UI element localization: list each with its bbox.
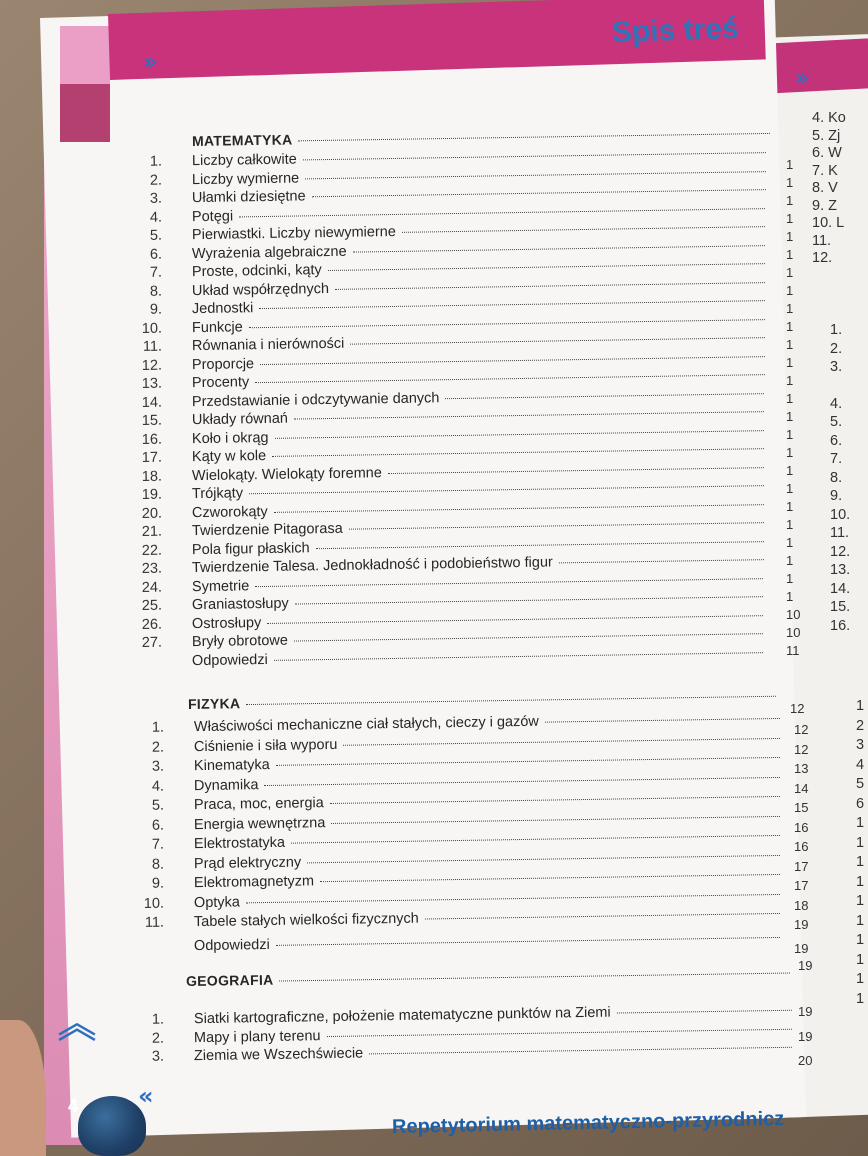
entry-label: Odpowiedzi (191, 651, 268, 669)
entry-label: Ułamki dziesiętne (191, 188, 306, 207)
page-ref: 1 (786, 463, 794, 478)
entry-label: Kąty w kole (191, 447, 267, 466)
dot-leader (298, 132, 769, 141)
next-page-entry: 1 (856, 873, 865, 890)
entry-label: Funkcje (191, 318, 243, 336)
entry-label: Prąd elektryczny (193, 853, 302, 872)
entry-label: Praca, moc, energia (193, 795, 324, 814)
entry-number: 23. (141, 560, 163, 577)
entry-label: Ziemia we Wszechświecie (193, 1045, 364, 1065)
entry-label: Odpowiedzi (193, 936, 270, 954)
next-page-entry: 9. Z (812, 197, 837, 214)
next-page-entry: 4 (856, 756, 865, 773)
page-ref: 16 (794, 839, 809, 854)
entry-label: Przedstawianie i odczytywanie danych (191, 389, 440, 410)
dot-leader (291, 834, 780, 844)
page-ref: 1 (786, 535, 794, 550)
entry-label: Ostrosłupy (191, 614, 262, 632)
next-page-entry: 12. (812, 250, 833, 266)
page-ref: 1 (786, 229, 794, 244)
next-page-entry: 1 (856, 854, 865, 870)
next-page-entry: 7. K (812, 162, 838, 179)
next-page-entry: 8. V (812, 180, 838, 196)
entry-number: 25. (141, 597, 163, 614)
entry-label: Proporcje (191, 355, 255, 373)
page-ref: 12 (790, 701, 805, 716)
page-ref: 20 (798, 1053, 813, 1068)
next-page-entry: 1 (856, 971, 865, 987)
entry-label: Graniastosłupy (191, 595, 289, 614)
entry-label: Potęgi (191, 208, 234, 225)
page-ref: 1 (786, 355, 794, 370)
entry-label: Ciśnienie i siła wyporu (193, 736, 338, 755)
dot-leader (307, 854, 780, 863)
entry-number: 14. (141, 394, 163, 411)
entry-number: 1. (151, 1011, 165, 1028)
entry-number: 24. (141, 579, 163, 596)
next-page-entry: 10. L (812, 215, 845, 231)
dot-leader (264, 776, 779, 786)
page-ref: 1 (786, 175, 794, 190)
entry-number: 17. (141, 449, 163, 466)
entry-label: Twierdzenie Talesa. Jednokładność i podobieństwo figur (191, 554, 553, 577)
dot-leader (343, 737, 779, 746)
entry-label: Równania i nierówności (191, 335, 345, 355)
dot-leader (320, 873, 780, 882)
page-ref: 1 (786, 517, 794, 532)
page-ref: 1 (786, 193, 794, 208)
page-ref: 12 (794, 741, 809, 757)
dot-leader (279, 972, 789, 982)
page-ref: 15 (794, 800, 809, 815)
entry-number: 1. (151, 719, 165, 736)
entry-number: 20. (141, 505, 163, 522)
page-title: Spis treś (611, 11, 740, 50)
entry-number: 10. (141, 320, 163, 337)
page-ref: 1 (786, 553, 794, 568)
entry-label: Jednostki (191, 300, 254, 318)
page-ref: 1 (786, 373, 794, 388)
page-ref: 1 (786, 499, 794, 514)
entry-number: 8. (151, 856, 165, 873)
entry-number: 3. (149, 190, 163, 207)
dot-leader (255, 577, 763, 587)
entry-number: 21. (141, 523, 163, 540)
entry-number: 6. (151, 817, 165, 834)
dot-leader (272, 447, 764, 457)
entry-number: 27. (141, 634, 163, 651)
entry-number: 16. (141, 431, 163, 448)
chevron-right-icon: » (795, 66, 810, 91)
heading-label: FIZYKA (187, 695, 241, 712)
corner-square-light (60, 26, 110, 84)
dot-leader (316, 540, 764, 549)
dot-leader (303, 151, 766, 160)
next-page-entry: 16. (830, 617, 851, 634)
page-ref: 1 (786, 283, 794, 298)
dot-leader (274, 503, 764, 513)
page-ref: 19 (794, 940, 809, 956)
dot-leader (559, 558, 764, 563)
entry-label: Elektrostatyka (193, 834, 286, 853)
dot-leader (402, 225, 765, 233)
next-page-entry: 10. (830, 506, 851, 523)
dot-leader (294, 632, 763, 641)
entry-number: 2. (149, 172, 163, 189)
corner-square-dark (60, 84, 110, 142)
next-page-entry: 2. (830, 340, 843, 357)
page-ref: 1 (786, 157, 794, 172)
next-page-entry: 6 (856, 795, 865, 812)
dot-leader (328, 262, 765, 271)
dot-leader (312, 188, 766, 197)
page-ref: 1 (786, 427, 794, 442)
page-ref: 1 (786, 247, 794, 262)
next-page-entry: 1 (856, 951, 865, 968)
dot-leader (330, 795, 780, 804)
next-page-entry: 5. (830, 414, 843, 430)
entry-label: Właściwości mechaniczne ciał stałych, cieczy i gazów (193, 713, 539, 736)
entry-number: 2. (151, 739, 165, 756)
entry-number: 22. (141, 542, 163, 559)
next-page-entry: 14. (830, 580, 851, 597)
page-ref: 1 (786, 571, 794, 586)
next-page-entry: 9. (830, 488, 843, 504)
page-ref: 10 (786, 607, 801, 622)
entry-label: Liczby wymierne (191, 169, 300, 188)
dot-leader (294, 410, 764, 419)
dot-leader (239, 207, 765, 217)
entry-number: 9. (149, 301, 163, 318)
next-page-entry: 1. (830, 322, 843, 338)
dot-leader (259, 299, 765, 309)
entry-number: 6. (149, 246, 163, 263)
dot-leader (305, 170, 765, 179)
page-ref: 14 (794, 780, 809, 796)
dot-leader (388, 466, 764, 474)
heading-label: GEOGRAFIA (185, 971, 274, 989)
chevron-up-icon: ︽ (58, 1002, 97, 1046)
next-page-entry: 3 (856, 737, 865, 753)
dot-leader (276, 756, 780, 766)
entry-label: Bryły obrotowe (191, 632, 289, 651)
page-ref: 16 (794, 819, 809, 835)
next-page-entry: 4. (830, 395, 843, 412)
page-ref: 1 (786, 409, 794, 424)
page-ref: 1 (786, 337, 794, 352)
page-ref: 1 (786, 265, 794, 280)
chevron-left-icon: « (138, 1082, 154, 1110)
next-page-entry: 13. (830, 562, 851, 578)
page-ref: 10 (786, 625, 801, 640)
dot-leader (246, 695, 775, 705)
page-ref: 1 (786, 301, 794, 316)
entry-number: 11. (142, 338, 163, 355)
dot-leader (349, 521, 764, 530)
entry-number: 5. (151, 797, 165, 814)
next-page-entry: 15. (830, 599, 851, 615)
entry-number: 5. (149, 227, 163, 244)
next-page-entry: 7. (830, 451, 843, 467)
dot-leader (445, 392, 764, 399)
entry-label: Koło i okrąg (191, 429, 269, 447)
entry-number: 26. (141, 616, 163, 633)
entry-number: 4. (151, 778, 165, 795)
dot-leader (295, 595, 764, 604)
next-page-entry: 1 (856, 912, 865, 929)
page-ref: 11 (786, 643, 800, 658)
dot-leader (425, 912, 780, 920)
entry-number: 7. (151, 836, 165, 853)
entry-label: Kinematyka (193, 756, 270, 775)
dot-leader (267, 614, 763, 624)
entry-label: Dynamika (193, 776, 259, 794)
next-page-entry: 11. (812, 232, 832, 249)
next-page-entry: 8. (830, 469, 843, 486)
entry-number: 10. (143, 895, 165, 912)
page-ref: 1 (786, 481, 794, 496)
entry-label: Optyka (193, 893, 241, 911)
entry-label: Proste, odcinki, kąty (191, 262, 322, 281)
entry-label: Wielokąty. Wielokąty foremne (191, 464, 383, 484)
entry-label: Pola figur płaskich (191, 539, 310, 558)
page-ref: 12 (794, 722, 809, 737)
entry-number: 15. (141, 412, 163, 429)
entry-number: 18. (141, 468, 163, 485)
entry-number: 12. (141, 357, 163, 374)
next-page-entry: 6. (830, 432, 843, 449)
entry-label: Układy równań (191, 410, 289, 429)
dot-leader (260, 355, 765, 365)
dot-leader (617, 1009, 792, 1014)
page-ref: 19 (798, 1029, 813, 1044)
entry-label: Tabele stałych wielkości fizycznych (193, 910, 419, 931)
chevron-right-icon: » (143, 50, 158, 75)
next-page-entry: 3. (830, 359, 843, 375)
entry-label: Twierdzenie Pitagorasa (191, 520, 343, 540)
page-ref: 1 (786, 589, 794, 604)
next-page-entry: 5 (856, 776, 865, 792)
dot-leader (246, 893, 780, 903)
next-page-entry: 1 (856, 834, 865, 851)
footer-title: Repetytorium matematyczno-przyrodnicz (391, 1107, 785, 1139)
entry-label: Wyrażenia algebraiczne (191, 243, 347, 262)
next-page-entry: 1 (856, 698, 865, 714)
entry-number: 3. (151, 1048, 165, 1065)
next-page-entry: 12. (830, 543, 851, 560)
entry-number: 8. (149, 283, 163, 300)
page-number: 4 (68, 1096, 79, 1116)
dot-leader (350, 336, 764, 345)
entry-number: 19. (141, 486, 163, 503)
page-ref: 18 (794, 897, 809, 913)
entry-number: 11. (144, 914, 165, 931)
next-page-entry: 4. Ko (812, 110, 846, 126)
fingernail (78, 1096, 146, 1156)
page-ref: 19 (798, 1004, 813, 1019)
entry-number: 9. (151, 875, 165, 892)
dot-leader (249, 318, 765, 328)
next-page-entry: 1 (856, 990, 865, 1007)
dot-leader (276, 936, 780, 946)
heading-label: MATEMATYKA (191, 131, 293, 149)
entry-number: 7. (149, 264, 163, 281)
entry-number: 4. (149, 209, 163, 226)
entry-label: Procenty (191, 374, 250, 392)
next-page-entry: 2 (856, 717, 865, 734)
dot-leader (335, 281, 765, 290)
page-ref: 1 (786, 445, 794, 460)
entry-number: 1. (149, 153, 163, 170)
dot-leader (275, 429, 765, 439)
dot-leader (353, 244, 766, 252)
entry-label: Liczby całkowite (191, 151, 297, 170)
entry-label: Symetrie (191, 577, 250, 595)
dot-leader (249, 484, 764, 494)
page-ref: 19 (798, 958, 813, 973)
entry-label: Siatki kartograficzne, położenie matematyczne punktów na Ziemi (193, 1004, 611, 1028)
next-page-entry: 1 (856, 932, 865, 948)
entry-number: 3. (151, 758, 165, 775)
page-ref: 19 (794, 917, 809, 932)
entry-label: Pierwiastki. Liczby niewymierne (191, 223, 396, 244)
page-ref: 1 (786, 319, 794, 334)
entry-number: 13. (141, 375, 163, 392)
dot-leader (327, 1028, 792, 1037)
entry-label: Czworokąty (191, 503, 268, 521)
entry-number: 2. (151, 1030, 165, 1047)
next-page-entry: 1 (856, 815, 865, 831)
page-ref: 13 (794, 761, 809, 776)
next-page-entry: 11. (830, 525, 850, 541)
next-page-entry: 5. Zj (812, 127, 841, 144)
page-ref: 17 (794, 858, 809, 874)
next-page-entry: 1 (856, 893, 865, 909)
page-ref: 17 (794, 878, 809, 893)
entry-label: Trójkąty (191, 485, 244, 503)
entry-label: Energia wewnętrzna (193, 814, 326, 833)
next-page-entry: 6. W (812, 145, 842, 161)
entry-label: Układ współrzędnych (191, 280, 330, 299)
dot-leader (255, 373, 764, 383)
page-ref: 1 (786, 211, 794, 226)
entry-label: Elektromagnetyzm (193, 873, 315, 892)
page-ref: 1 (786, 391, 794, 406)
entry-label: Mapy i plany terenu (193, 1028, 321, 1047)
dot-leader (331, 815, 779, 824)
dot-leader (274, 651, 763, 661)
dot-leader (369, 1046, 792, 1055)
dot-leader (545, 717, 780, 723)
